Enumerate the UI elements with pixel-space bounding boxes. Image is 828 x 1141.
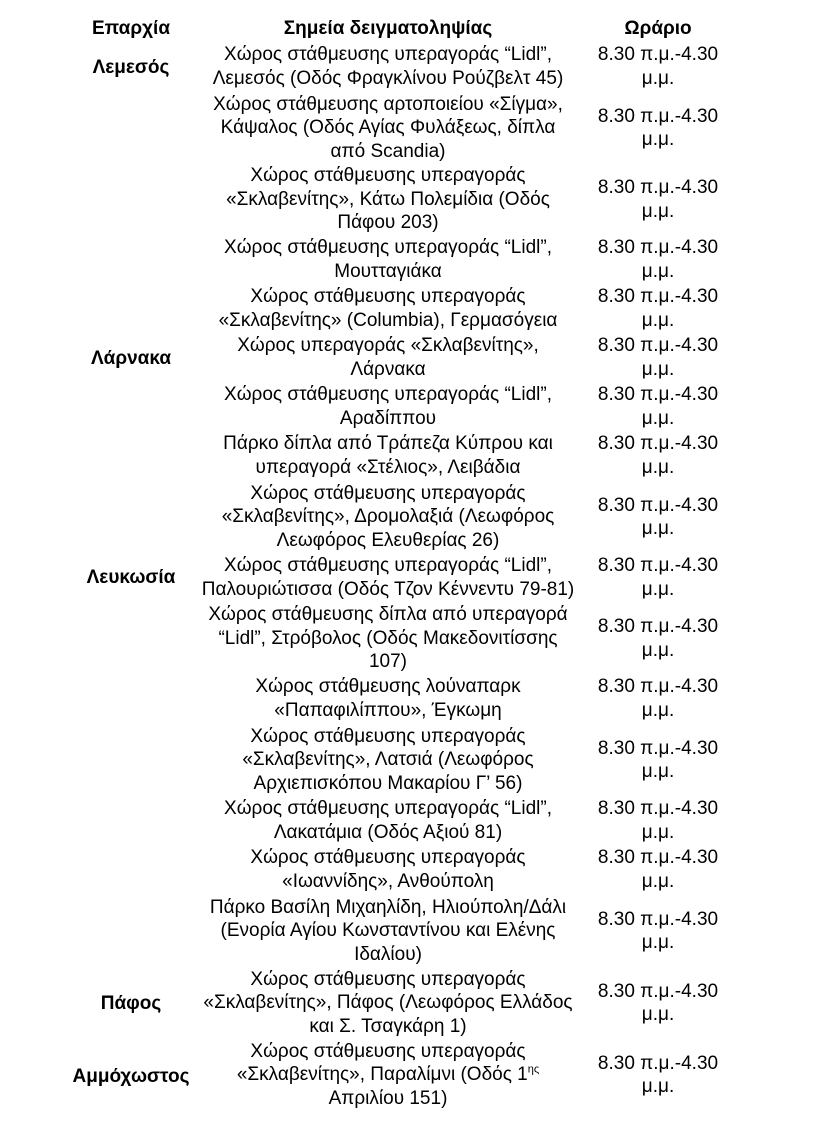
table-row (200, 43, 740, 90)
province-larnaca: Λάρνακα (91, 348, 171, 369)
table-header-province: Επαρχία (91, 18, 171, 39)
hours-cell: 8.30 π.μ.-4.30 μ.μ. (597, 177, 719, 222)
table-row (200, 334, 740, 381)
hours-cell: 8.30 π.μ.-4.30 μ.μ. (597, 105, 719, 150)
table-header-site: Σημεία δειγματοληψίας (283, 18, 493, 39)
hours-cell: 8.30 π.μ.-4.30 μ.μ. (597, 44, 719, 89)
site-cell: Χώρος στάθμευσης αρτοποιείου «Σίγμα», Κάψαλος (Οδός Αγίας Φυλάξεως, δίπλα από Scandia) (213, 93, 563, 162)
site-cell: Χώρος στάθμευσης λούναπαρκ «Παπαφιλίππου», Έγκωμη (255, 676, 521, 721)
hours-cell: 8.30 π.μ.-4.30 μ.μ. (597, 980, 719, 1025)
hours-cell: 8.30 π.μ.-4.30 μ.μ. (597, 616, 719, 661)
table-row (200, 432, 740, 479)
site-cell: Χώρος στάθμευσης υπεραγοράς «Σκλαβενίτης», Παραλίμνι (Οδός $1^{\eta\varsigma}$ Απριλίου 151) (236, 1040, 540, 1109)
table-row (200, 603, 740, 674)
table-row (200, 896, 740, 966)
site-cell: Χώρος στάθμευσης υπεραγοράς “Lidl”, Μουτταγιάκα (224, 237, 552, 282)
site-cell: Χώρος στάθμευσης υπεραγοράς «Σκλαβενίτης», Λατσιά (Λεωφόρος Αρχιεπισκόπου Μακαρίου Γ’ 56) (242, 725, 534, 794)
table-row (200, 1040, 740, 1110)
table-row (200, 725, 740, 795)
table-row (200, 797, 740, 844)
table-row (200, 383, 740, 430)
table-row (200, 236, 740, 283)
province-limassol: Λεμεσός (92, 57, 170, 78)
hours-cell: 8.30 π.μ.-4.30 μ.μ. (597, 494, 719, 539)
hours-cell: 8.30 π.μ.-4.30 μ.μ. (597, 384, 719, 429)
site-cell: Χώρος στάθμευσης υπεραγοράς “Lidl”, Αραδίππου (224, 384, 552, 429)
table-row (200, 164, 740, 235)
site-cell: Πάρκο Βασίλη Μιχαηλίδη, Ηλιούπολη/Δάλι (Ενορία Αγίου Κωνσταντίνου και Ελένης Ιδαλίου) (209, 896, 567, 965)
hours-cell: 8.30 π.μ.-4.30 μ.μ. (597, 737, 719, 782)
province-famagusta: Αμμόχωστος (72, 1066, 190, 1087)
table-row (200, 285, 740, 332)
table-row (200, 482, 740, 552)
table-row (200, 846, 740, 893)
site-cell: Χώρος στάθμευσης δίπλα από υπεραγορά “Lidl”, Στρόβολος (Οδός Μακεδονιτίσσης 107) (208, 604, 568, 673)
hours-cell: 8.30 π.μ.-4.30 μ.μ. (597, 335, 719, 380)
province-paphos: Πάφος (100, 993, 162, 1014)
hours-cell: 8.30 π.μ.-4.30 μ.μ. (597, 676, 719, 721)
table-header-hours: Ωράριο (624, 18, 692, 39)
hours-cell: 8.30 π.μ.-4.30 μ.μ. (597, 847, 719, 892)
hours-cell: 8.30 π.μ.-4.30 μ.μ. (597, 237, 719, 282)
site-cell: Χώρος στάθμευσης υπεραγοράς «Σκλαβενίτης», Πάφος (Λεωφόρος Ελλάδος και Σ. Τσαγκάρη 1) (203, 968, 573, 1037)
hours-cell: 8.30 π.μ.-4.30 μ.μ. (597, 555, 719, 600)
table-row (200, 968, 740, 1038)
table-row (200, 675, 740, 722)
site-cell: Χώρος στάθμευσης υπεραγοράς «Ιωαννίδης», Ανθούπολη (250, 847, 526, 892)
hours-cell: 8.30 π.μ.-4.30 μ.μ. (597, 1052, 719, 1097)
site-cell: Χώρος υπεραγοράς «Σκλαβενίτης», Λάρνακα (237, 335, 539, 380)
province-nicosia: Λευκωσία (86, 567, 176, 588)
site-cell: Χώρος στάθμευσης υπεραγοράς “Lidl”, Λεμεσός (Οδός Φραγκλίνου Ρούζβελτ 45) (212, 44, 564, 89)
hours-cell: 8.30 π.μ.-4.30 μ.μ. (597, 433, 719, 478)
table-row (200, 93, 740, 163)
site-cell: Χώρος στάθμευσης υπεραγοράς «Σκλαβενίτης», Δρομολαξιά (Λεωφόρος Λεωφόρος Ελευθερίας 26) (221, 482, 555, 551)
site-cell: Χώρος στάθμευσης υπεραγοράς “Lidl”, Λακατάμια (Οδός Αξιού 81) (224, 798, 552, 843)
site-cell: Πάρκο δίπλα από Τράπεζα Κύπρου και υπεραγορά «Στέλιος», Λειβάδια (223, 433, 553, 478)
hours-cell: 8.30 π.μ.-4.30 μ.μ. (597, 798, 719, 843)
site-cell: Χώρος στάθμευσης υπεραγοράς «Σκλαβενίτης» (Columbia), Γερμασόγεια (218, 286, 558, 331)
table-row (200, 554, 740, 601)
site-cell: Χώρος στάθμευσης υπεραγοράς “Lidl”, Παλουριώτισσα (Οδός Τζον Κέννεντυ 79-81) (201, 555, 575, 600)
hours-cell: 8.30 π.μ.-4.30 μ.μ. (597, 908, 719, 953)
hours-cell: 8.30 π.μ.-4.30 μ.μ. (597, 286, 719, 331)
site-cell: Χώρος στάθμευσης υπεραγοράς «Σκλαβενίτης», Κάτω Πολεμίδια (Οδός Πάφου 203) (226, 165, 550, 234)
